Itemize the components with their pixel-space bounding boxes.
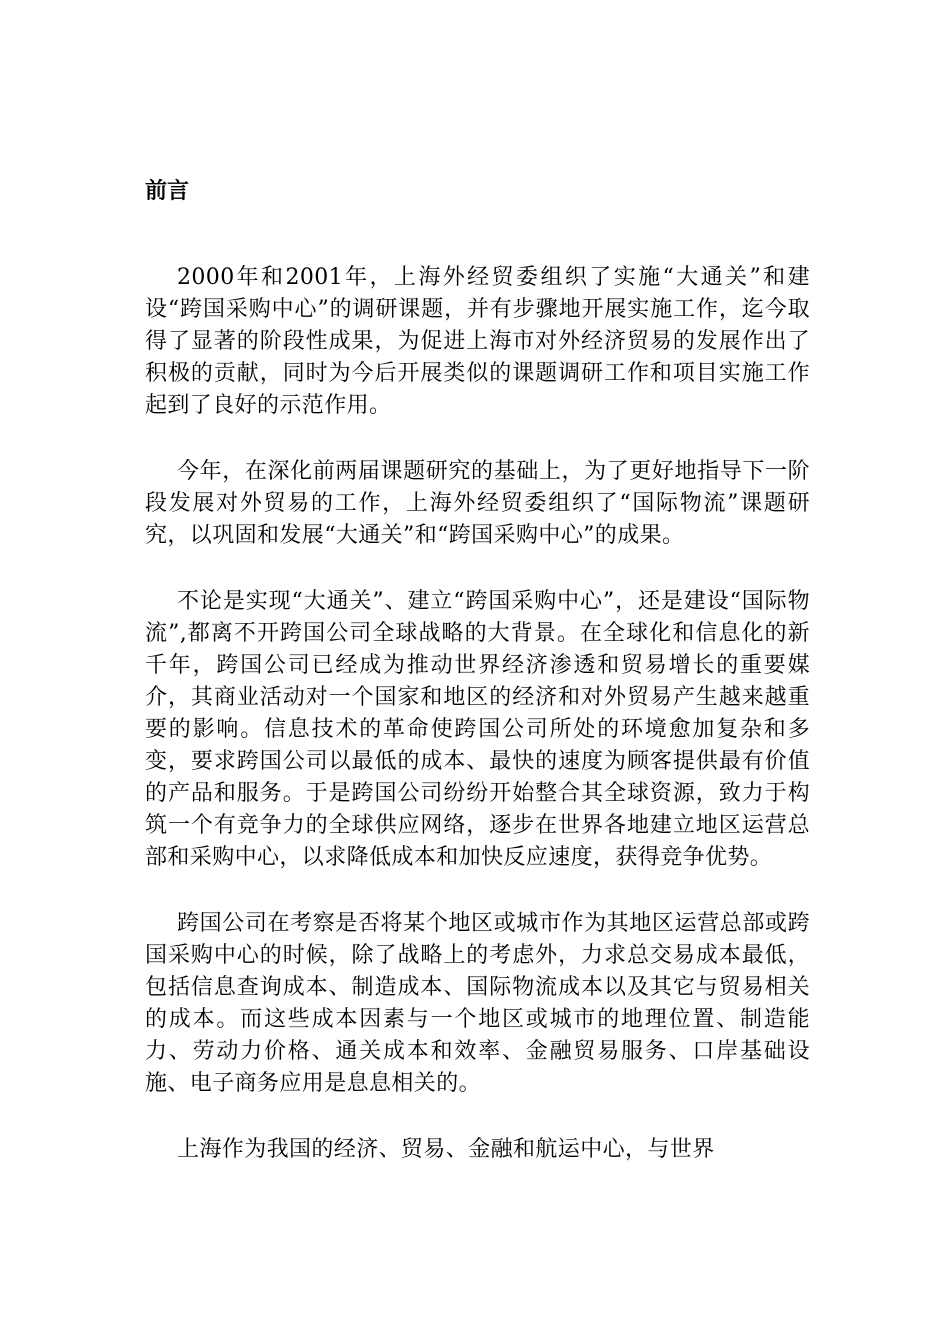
paragraph-4: 跨国公司在考察是否将某个地区或城市作为其地区运营总部或跨国采购中心的时候，除了战略上的考虑外，力求总交易成本最低，包括信息查询成本、制造成本、国际物流成本以及其它与贸易相关的成本。而这些成本因素与一个地区或城市的地理位置、制造能力、劳动力价格、通关成本和效率、金融贸易服务、口岸基础设施、电子商务应用是息息相关的。 <box>145 911 810 1096</box>
section-heading: 前言 <box>145 179 190 204</box>
paragraph-2: 今年，在深化前两届课题研究的基础上，为了更好地指导下一阶段发展对外贸易的工作，上海外经贸委组织了“国际物流”课题研究，以巩固和发展“大通关”和“跨国采购中心”的成果。 <box>145 459 810 548</box>
body-text <box>145 262 810 1166</box>
paragraph-5: 上海作为我国的经济、贸易、金融和航运中心，与世界 <box>177 1137 715 1162</box>
paragraph-3: 不论是实现“大通关”、建立“跨国采购中心”，还是建设“国际物流”,都离不开跨国公司全球战略的大背景。在全球化和信息化的新千年，跨国公司已经成为推动世界经济渗透和贸易增长的重要媒介，其商业活动对一个国家和地区的经济和对外贸易产生越来越重要的影响。信息技术的革命使跨国公司所处的环境愈加复杂和多变，要求跨国公司以最低的成本、最快的速度为顾客提供最有价值的产品和服务。于是跨国公司纷纷开始整合其全球资源，致力于构筑一个有竞争力的全球供应网络，逐步在世界各地建立地区运营总部和采购中心，以求降低成本和加快反应速度，获得竞争优势。 <box>145 589 810 870</box>
paragraph-1: 2000年和2001年，上海外经贸委组织了实施“大通关”和建设“跨国采购中心”的调研课题，并有步骤地开展实施工作，迄今取得了显著的阶段性成果，为促进上海市对外经济贸易的发展作出了积极的贡献，同时为今后开展类似的课题调研工作和项目实施工作起到了良好的示范作用。 <box>145 265 810 418</box>
